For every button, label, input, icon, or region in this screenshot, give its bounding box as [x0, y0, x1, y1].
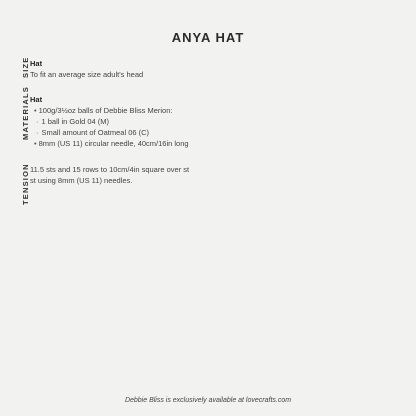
materials-heading: Hat [30, 95, 43, 104]
materials-label: MATERIALS [21, 86, 30, 140]
materials-body [30, 94, 210, 149]
size-label: SIZE [21, 56, 30, 78]
materials-gold-text: 1 ball in Gold 04 (M) [41, 117, 110, 126]
tension-label: TENSION [21, 163, 30, 205]
tension-line-2: st using 8mm (US 11) needles. [30, 176, 133, 185]
materials-needle-item [30, 138, 210, 149]
materials-oatmeal-text: Small amount of Oatmeal 06 (C) [41, 128, 150, 137]
footer-note: Debbie Bliss is exclusively available at lovecrafts.com [124, 397, 292, 404]
size-heading: Hat [30, 59, 43, 68]
tension-line-1: 11.5 sts and 15 rows to 10cm/4in square over st [30, 165, 190, 174]
materials-yarn-text: 100g/3½oz balls of Debbie Bliss Merion: [38, 106, 173, 115]
materials-gold-item [30, 116, 210, 127]
materials-oatmeal-item [30, 127, 210, 138]
page-title: ANYA HAT [171, 30, 245, 45]
size-body [30, 58, 210, 80]
materials-yarn-item [30, 105, 210, 116]
tension-body [30, 164, 210, 186]
size-text: To fit an average size adult's head [30, 70, 144, 79]
materials-needle-text: 8mm (US 11) circular needle, 40cm/16in long [38, 139, 189, 148]
